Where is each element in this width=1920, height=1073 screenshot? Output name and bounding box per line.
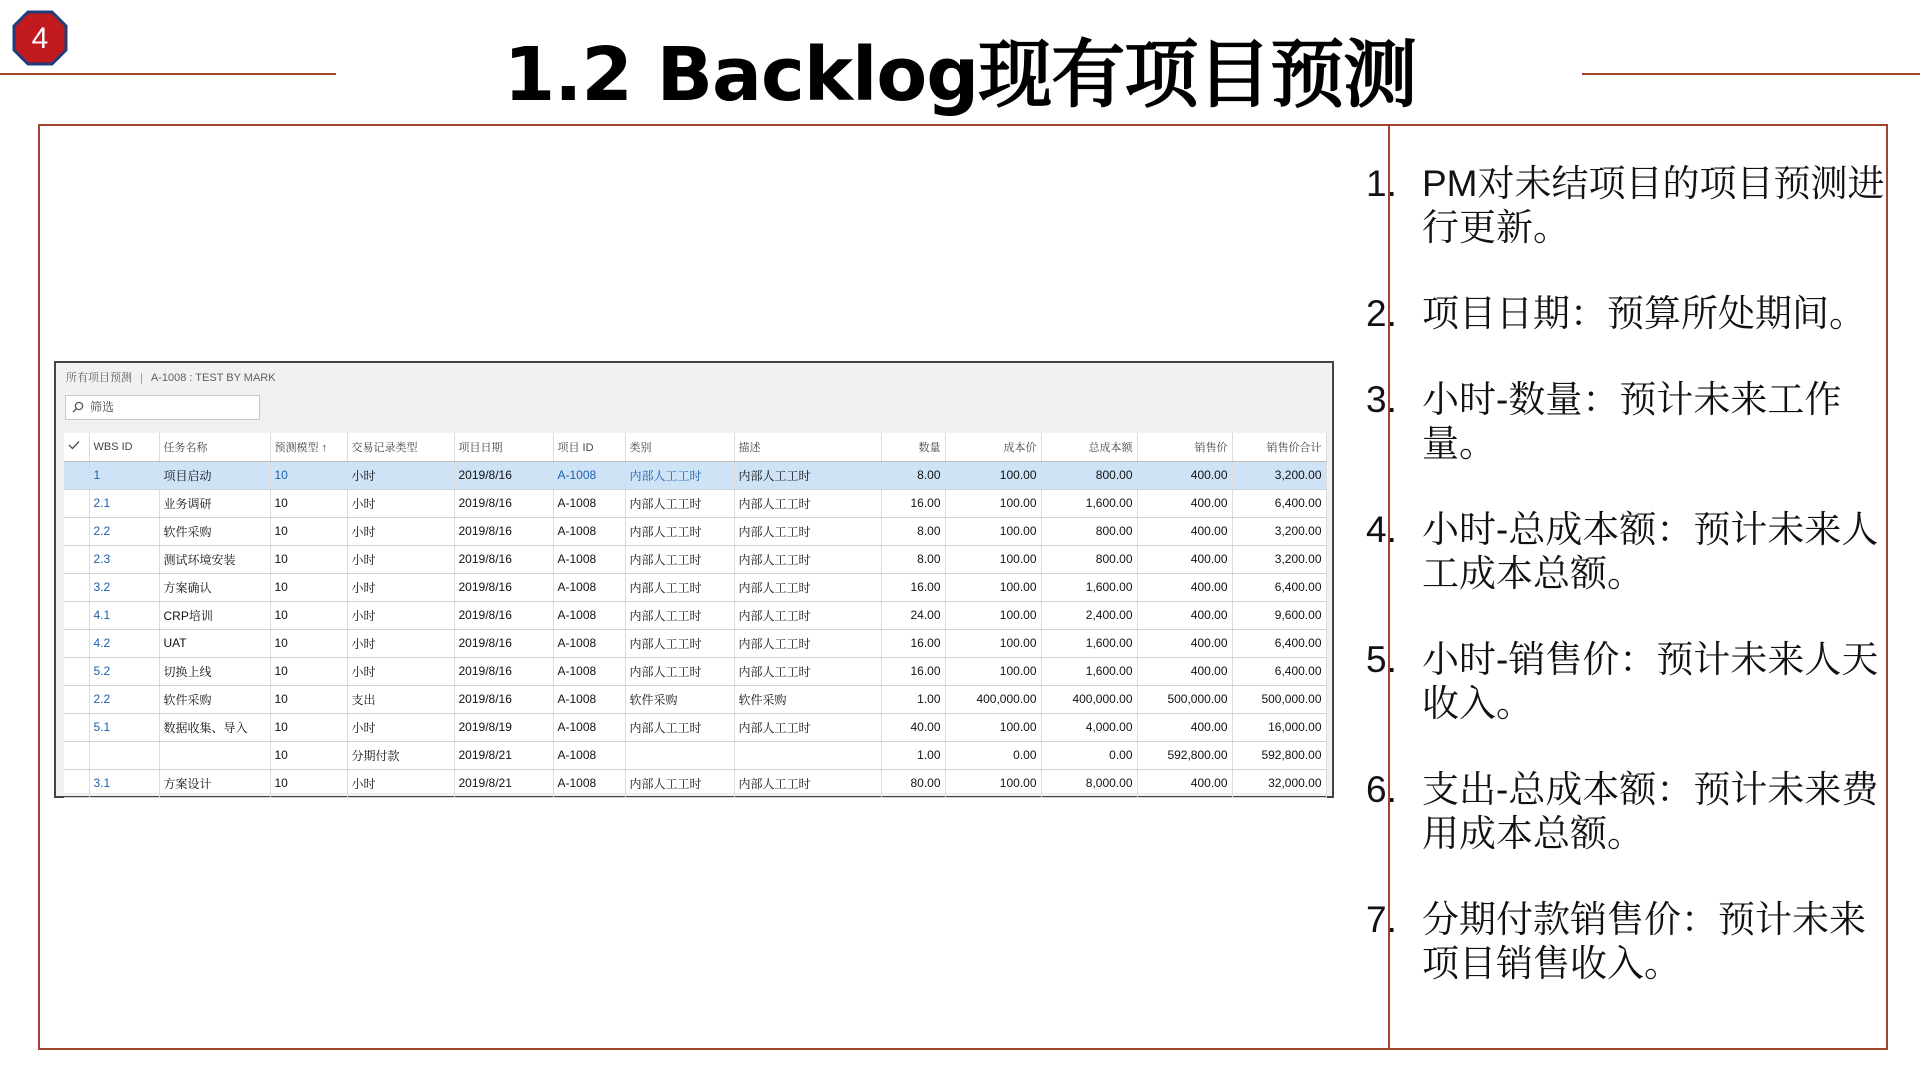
row-select-cell[interactable]	[64, 741, 89, 769]
cell-total-cost: 4,000.00	[1041, 713, 1137, 741]
cell-total-sales: 592,800.00	[1232, 741, 1326, 769]
cell-task-name: 切换上线	[159, 657, 270, 685]
cell-project-date: 2019/8/19	[454, 713, 553, 741]
note-number: 7.	[1366, 899, 1397, 940]
table-row[interactable]	[64, 461, 1326, 489]
cell-project-date: 2019/8/16	[454, 461, 553, 489]
grid-header-row	[64, 433, 1326, 461]
row-select-cell[interactable]	[64, 545, 89, 573]
note-text: 分期付款销售价：预计未来项目销售收入。	[1422, 899, 1866, 984]
row-select-cell[interactable]	[64, 601, 89, 629]
cell-category: 内部人工工时	[625, 657, 734, 685]
note-number: 6.	[1366, 769, 1397, 810]
cell-transaction-type: 小时	[347, 461, 454, 489]
cell-task-name: 软件采购	[159, 517, 270, 545]
checkmark-icon	[68, 440, 80, 450]
column-header-project-date[interactable]: 项目日期	[454, 433, 553, 461]
cell-cost-price: 100.00	[945, 545, 1041, 573]
cell-wbs-id[interactable]: 5.2	[89, 657, 159, 685]
cell-project-date: 2019/8/16	[454, 629, 553, 657]
table-row[interactable]	[64, 545, 1326, 573]
cell-wbs-id[interactable]: 4.1	[89, 601, 159, 629]
cell-wbs-id[interactable]: 2.2	[89, 685, 159, 713]
cell-category: 内部人工工时	[625, 769, 734, 797]
cell-cost-price: 100.00	[945, 573, 1041, 601]
cell-task-name: 数据收集、导入	[159, 713, 270, 741]
cell-wbs-id[interactable]: 1	[89, 461, 159, 489]
column-header-transaction-type[interactable]: 交易记录类型	[347, 433, 454, 461]
table-row[interactable]	[64, 741, 1326, 769]
cell-cost-price: 100.00	[945, 657, 1041, 685]
cell-description: 内部人工工时	[734, 769, 881, 797]
cell-category: 内部人工工时	[625, 713, 734, 741]
cell-category	[625, 741, 734, 769]
cell-forecast-model: 10	[270, 685, 347, 713]
cell-project-id: A-1008	[553, 713, 625, 741]
note-item	[1366, 162, 1886, 250]
cell-forecast-model: 10	[270, 713, 347, 741]
cell-description: 内部人工工时	[734, 573, 881, 601]
cell-cost-price: 100.00	[945, 489, 1041, 517]
cell-sales-price: 400.00	[1137, 517, 1232, 545]
cell-quantity: 24.00	[881, 601, 945, 629]
cell-wbs-id[interactable]: 2.1	[89, 489, 159, 517]
project-forecast-screenshot	[54, 361, 1334, 798]
cell-forecast-model: 10	[270, 629, 347, 657]
note-text: 小时-总成本额：预计未来人工成本总额。	[1422, 509, 1879, 594]
cell-wbs-id[interactable]: 5.1	[89, 713, 159, 741]
cell-transaction-type: 小时	[347, 545, 454, 573]
row-select-cell[interactable]	[64, 573, 89, 601]
cell-project-id: A-1008	[553, 601, 625, 629]
cell-transaction-type: 小时	[347, 657, 454, 685]
cell-total-cost: 0.00	[1041, 741, 1137, 769]
cell-task-name: 方案确认	[159, 573, 270, 601]
cell-quantity: 80.00	[881, 769, 945, 797]
note-text: 项目日期：预算所处期间。	[1422, 293, 1866, 334]
note-number: 1.	[1366, 163, 1397, 204]
cell-total-cost: 800.00	[1041, 461, 1137, 489]
cell-transaction-type: 小时	[347, 489, 454, 517]
select-all-checkbox[interactable]	[64, 433, 89, 461]
cell-total-sales: 3,200.00	[1232, 461, 1326, 489]
cell-category: 内部人工工时	[625, 489, 734, 517]
note-item	[1366, 378, 1886, 466]
cell-project-id: A-1008	[553, 657, 625, 685]
cell-quantity: 16.00	[881, 573, 945, 601]
table-row[interactable]	[64, 713, 1326, 741]
cell-description: 内部人工工时	[734, 601, 881, 629]
cell-transaction-type: 小时	[347, 769, 454, 797]
note-number: 3.	[1366, 379, 1397, 420]
cell-transaction-type: 支出	[347, 685, 454, 713]
cell-task-name: 测试环境安装	[159, 545, 270, 573]
cell-quantity: 8.00	[881, 517, 945, 545]
cell-task-name: 项目启动	[159, 461, 270, 489]
table-row[interactable]	[64, 685, 1326, 713]
cell-cost-price: 100.00	[945, 461, 1041, 489]
column-header-wbs-id[interactable]: WBS ID	[89, 433, 159, 461]
cell-cost-price: 0.00	[945, 741, 1041, 769]
row-select-cell[interactable]	[64, 657, 89, 685]
cell-wbs-id[interactable]: 4.2	[89, 629, 159, 657]
cell-sales-price: 400.00	[1137, 629, 1232, 657]
column-header-description[interactable]: 描述	[734, 433, 881, 461]
cell-total-cost: 800.00	[1041, 517, 1137, 545]
column-header-task-name[interactable]: 任务名称	[159, 433, 270, 461]
cell-total-sales: 16,000.00	[1232, 713, 1326, 741]
cell-project-date: 2019/8/16	[454, 517, 553, 545]
cell-category: 软件采购	[625, 685, 734, 713]
row-select-cell[interactable]	[64, 685, 89, 713]
cell-total-cost: 1,600.00	[1041, 629, 1137, 657]
cell-category: 内部人工工时	[625, 601, 734, 629]
note-item	[1366, 292, 1886, 336]
note-item	[1366, 638, 1886, 726]
cell-forecast-model: 10	[270, 517, 347, 545]
cell-project-id: A-1008	[553, 769, 625, 797]
cell-total-sales: 500,000.00	[1232, 685, 1326, 713]
cell-project-id: A-1008	[553, 685, 625, 713]
cell-sales-price: 400.00	[1137, 713, 1232, 741]
cell-category: 内部人工工时	[625, 517, 734, 545]
cell-wbs-id[interactable]: 2.2	[89, 517, 159, 545]
cell-forecast-model: 10	[270, 657, 347, 685]
cell-task-name: 业务调研	[159, 489, 270, 517]
column-header-sales-price[interactable]: 销售价	[1137, 433, 1232, 461]
note-text: 小时-销售价：预计未来人天收入。	[1422, 639, 1879, 724]
breadcrumb-separator: |	[140, 372, 143, 384]
cell-task-name: 软件采购	[159, 685, 270, 713]
cell-quantity: 16.00	[881, 489, 945, 517]
cell-forecast-model: 10	[270, 489, 347, 517]
cell-description: 内部人工工时	[734, 657, 881, 685]
cell-quantity: 16.00	[881, 629, 945, 657]
cell-task-name: CRP培训	[159, 601, 270, 629]
note-item	[1366, 898, 1886, 986]
cell-project-id: A-1008	[553, 629, 625, 657]
cell-cost-price: 100.00	[945, 769, 1041, 797]
cell-project-id: A-1008	[553, 741, 625, 769]
cell-sales-price: 592,800.00	[1137, 741, 1232, 769]
cell-forecast-model: 10	[270, 545, 347, 573]
cell-category: 内部人工工时	[625, 573, 734, 601]
cell-project-date: 2019/8/16	[454, 657, 553, 685]
table-row[interactable]	[64, 629, 1326, 657]
cell-task-name: UAT	[159, 629, 270, 657]
breadcrumb	[66, 369, 276, 385]
cell-forecast-model: 10	[270, 573, 347, 601]
cell-project-date: 2019/8/16	[454, 601, 553, 629]
row-select-cell[interactable]	[64, 461, 89, 489]
cell-project-date: 2019/8/21	[454, 741, 553, 769]
cell-task-name	[159, 741, 270, 769]
cell-cost-price: 400,000.00	[945, 685, 1041, 713]
cell-transaction-type: 小时	[347, 573, 454, 601]
cell-task-name: 方案设计	[159, 769, 270, 797]
column-header-total-cost[interactable]: 总成本额	[1041, 433, 1137, 461]
filter-placeholder: 筛选	[90, 400, 115, 414]
filter-input[interactable]	[65, 395, 260, 420]
note-number: 2.	[1366, 293, 1397, 334]
cell-quantity: 8.00	[881, 545, 945, 573]
cell-total-cost: 1,600.00	[1041, 489, 1137, 517]
column-header-category[interactable]: 类别	[625, 433, 734, 461]
cell-description: 内部人工工时	[734, 545, 881, 573]
cell-quantity: 1.00	[881, 741, 945, 769]
cell-quantity: 40.00	[881, 713, 945, 741]
cell-total-sales: 6,400.00	[1232, 657, 1326, 685]
notes-list	[1366, 162, 1886, 1028]
column-header-total-sales[interactable]: 销售价合计	[1232, 433, 1326, 461]
note-number: 4.	[1366, 509, 1397, 550]
cell-sales-price: 400.00	[1137, 461, 1232, 489]
cell-category: 内部人工工时	[625, 629, 734, 657]
table-row[interactable]	[64, 601, 1326, 629]
breadcrumb-all-forecasts[interactable]: 所有项目预测	[66, 372, 132, 384]
cell-total-cost: 1,600.00	[1041, 573, 1137, 601]
cell-project-date: 2019/8/16	[454, 685, 553, 713]
cell-total-sales: 3,200.00	[1232, 517, 1326, 545]
cell-category: 内部人工工时	[625, 461, 734, 489]
cell-total-cost: 1,600.00	[1041, 657, 1137, 685]
cell-description: 内部人工工时	[734, 461, 881, 489]
table-row[interactable]	[64, 489, 1326, 517]
cell-cost-price: 100.00	[945, 517, 1041, 545]
breadcrumb-project: A-1008 : TEST BY MARK	[150, 372, 276, 384]
cell-description	[734, 741, 881, 769]
column-header-project-id[interactable]: 项目 ID	[553, 433, 625, 461]
cell-project-id: A-1008	[553, 573, 625, 601]
cell-description: 内部人工工时	[734, 713, 881, 741]
note-text: 小时-数量：预计未来工作量。	[1422, 379, 1842, 464]
table-row[interactable]	[64, 573, 1326, 601]
cell-category: 内部人工工时	[625, 545, 734, 573]
cell-total-sales: 6,400.00	[1232, 489, 1326, 517]
row-select-cell[interactable]	[64, 713, 89, 741]
cell-forecast-model: 10	[270, 601, 347, 629]
cell-quantity: 8.00	[881, 461, 945, 489]
cell-description: 内部人工工时	[734, 629, 881, 657]
cell-forecast-model: 10	[270, 741, 347, 769]
cell-project-id: A-1008	[553, 489, 625, 517]
cell-transaction-type: 小时	[347, 713, 454, 741]
cell-project-id: A-1008	[553, 461, 625, 489]
badge-number: 4	[31, 22, 49, 55]
cell-total-sales: 9,600.00	[1232, 601, 1326, 629]
cell-sales-price: 400.00	[1137, 657, 1232, 685]
table-row[interactable]	[64, 517, 1326, 545]
cell-total-cost: 800.00	[1041, 545, 1137, 573]
cell-description: 内部人工工时	[734, 489, 881, 517]
cell-project-id: A-1008	[553, 545, 625, 573]
cell-project-id: A-1008	[553, 517, 625, 545]
cell-quantity: 1.00	[881, 685, 945, 713]
cell-project-date: 2019/8/21	[454, 769, 553, 797]
row-select-cell[interactable]	[64, 489, 89, 517]
cell-transaction-type: 小时	[347, 629, 454, 657]
cell-transaction-type: 分期付款	[347, 741, 454, 769]
table-row[interactable]	[64, 769, 1326, 797]
note-item	[1366, 508, 1886, 596]
cell-description: 软件采购	[734, 685, 881, 713]
note-item	[1366, 768, 1886, 856]
row-select-cell[interactable]	[64, 517, 89, 545]
column-header-forecast-model[interactable]: 预测模型 ↑	[270, 433, 347, 461]
slide-title: 1.2 Backlog现有项目预测	[503, 32, 1417, 118]
cell-wbs-id[interactable]	[89, 741, 159, 769]
cell-transaction-type: 小时	[347, 517, 454, 545]
cell-sales-price: 400.00	[1137, 573, 1232, 601]
cell-quantity: 16.00	[881, 657, 945, 685]
cell-sales-price: 500,000.00	[1137, 685, 1232, 713]
cell-forecast-model: 10	[270, 769, 347, 797]
column-header-cost-price[interactable]: 成本价	[945, 433, 1041, 461]
cell-total-sales: 32,000.00	[1232, 769, 1326, 797]
cell-total-sales: 6,400.00	[1232, 573, 1326, 601]
note-text: PM对未结项目的项目预测进行更新。	[1422, 163, 1885, 248]
cell-wbs-id[interactable]: 3.1	[89, 769, 159, 797]
row-select-cell[interactable]	[64, 629, 89, 657]
row-select-cell[interactable]	[64, 769, 89, 797]
cell-total-cost: 2,400.00	[1041, 601, 1137, 629]
cell-sales-price: 400.00	[1137, 489, 1232, 517]
cell-cost-price: 100.00	[945, 713, 1041, 741]
search-icon	[72, 401, 84, 413]
cell-project-date: 2019/8/16	[454, 545, 553, 573]
cell-sales-price: 400.00	[1137, 601, 1232, 629]
cell-wbs-id[interactable]: 2.3	[89, 545, 159, 573]
cell-total-sales: 6,400.00	[1232, 629, 1326, 657]
cell-sales-price: 400.00	[1137, 545, 1232, 573]
cell-project-date: 2019/8/16	[454, 489, 553, 517]
cell-sales-price: 400.00	[1137, 769, 1232, 797]
cell-transaction-type: 小时	[347, 601, 454, 629]
cell-description: 内部人工工时	[734, 517, 881, 545]
forecast-grid	[64, 433, 1326, 793]
cell-wbs-id[interactable]: 3.2	[89, 573, 159, 601]
table-row[interactable]	[64, 657, 1326, 685]
cell-total-cost: 8,000.00	[1041, 769, 1137, 797]
cell-total-sales: 3,200.00	[1232, 545, 1326, 573]
cell-cost-price: 100.00	[945, 601, 1041, 629]
column-header-quantity[interactable]: 数量	[881, 433, 945, 461]
cell-cost-price: 100.00	[945, 629, 1041, 657]
note-number: 5.	[1366, 639, 1397, 680]
cell-project-date: 2019/8/16	[454, 573, 553, 601]
note-text: 支出-总成本额：预计未来费用成本总额。	[1422, 769, 1879, 854]
cell-total-cost: 400,000.00	[1041, 685, 1137, 713]
cell-forecast-model: 10	[270, 461, 347, 489]
